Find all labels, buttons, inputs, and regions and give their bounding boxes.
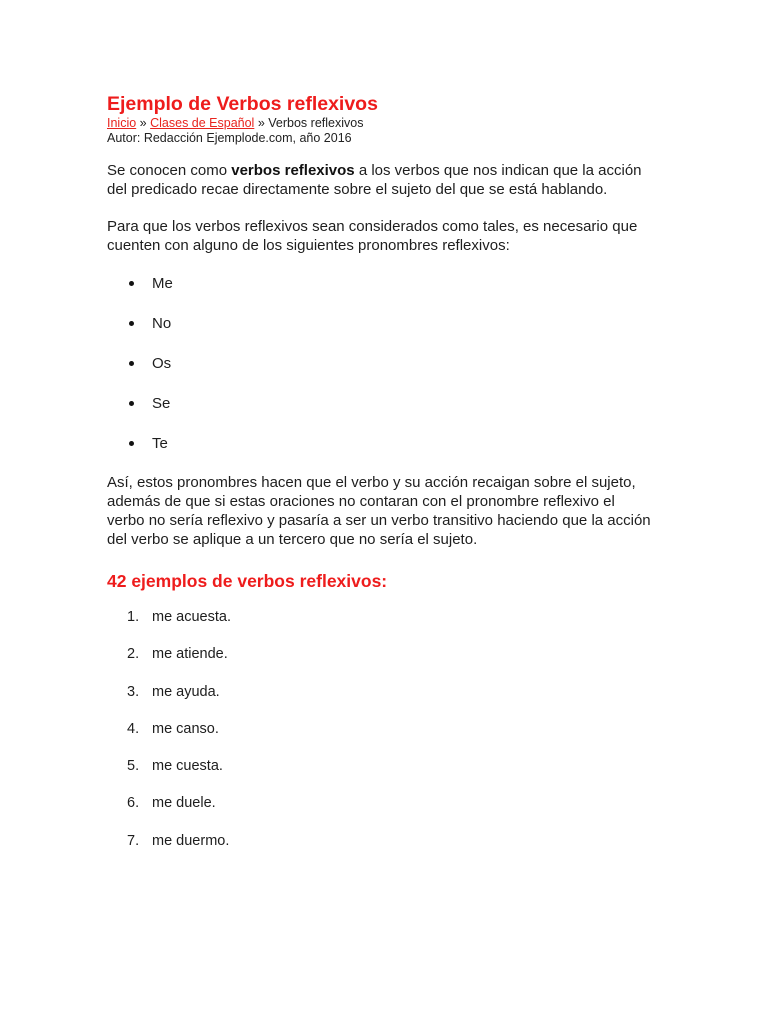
requirements-paragraph: Para que los verbos reflexivos sean considerados como tales, es necesario que cuenten con alguno de los siguientes pronombres reflexivos: (107, 218, 638, 254)
list-item (107, 683, 652, 701)
breadcrumb-separator: » (139, 116, 147, 130)
example-text: me acuesta. (152, 609, 231, 625)
list-item (107, 832, 652, 850)
example-text: me duermo. (152, 832, 230, 849)
list-item (107, 394, 652, 413)
example-text: me cuesta. (152, 758, 223, 775)
list-item (107, 757, 652, 775)
article (107, 92, 652, 869)
pronoun-label: No (152, 315, 172, 332)
examples-heading: 42 ejemplos de verbos reflexivos: (107, 571, 388, 591)
breadcrumb-current: Verbos reflexivos (268, 116, 364, 130)
explanation-paragraph: Así, estos pronombres hacen que el verbo y su acción recaigan sobre el sujeto, además de que si estas oraciones no contaran con el pronombre reflexivo el verbo no sería reflexivo y pasaría a ser un verbo transitivo haciendo que la acción del verbo se aplique a un tercero que no sería el sujeto. (107, 474, 651, 548)
examples-list (107, 608, 652, 850)
list-number: 6. (127, 795, 140, 812)
list-item (107, 434, 652, 453)
list-number: 2. (127, 646, 140, 663)
intro-text-before: Se conocen como (107, 162, 232, 179)
list-number: 3. (127, 683, 140, 700)
bullet-icon (129, 401, 134, 406)
pronoun-label: Os (152, 355, 172, 372)
pronoun-label: Se (152, 395, 171, 412)
breadcrumb (107, 116, 652, 131)
bullet-icon (129, 321, 134, 326)
bullet-icon (129, 441, 134, 446)
intro-text-after: a los verbos que nos indican que la acción del predicado recae directamente sobre el sujeto del que se está hablando. (107, 162, 642, 198)
list-number: 7. (127, 832, 140, 849)
breadcrumb-link-home[interactable]: Inicio (107, 116, 137, 130)
list-item (107, 645, 652, 663)
list-number: 5. (127, 758, 140, 775)
example-text: me atiende. (152, 646, 228, 663)
example-text: me canso. (152, 720, 219, 737)
page-title: Ejemplo de Verbos reflexivos (107, 93, 378, 115)
list-item (107, 274, 652, 293)
author-line: Autor: Redacción Ejemplode.com, año 2016 (107, 131, 352, 145)
breadcrumb-link-category[interactable]: Clases de Español (150, 116, 255, 130)
pronoun-label: Te (152, 435, 168, 452)
list-item (107, 354, 652, 373)
bullet-icon (129, 281, 134, 286)
example-text: me ayuda. (152, 683, 220, 700)
list-item (107, 314, 652, 333)
list-item (107, 794, 652, 812)
pronoun-label: Me (152, 275, 173, 292)
list-item (107, 608, 652, 626)
pronoun-list (107, 274, 652, 453)
breadcrumb-separator: » (257, 116, 265, 130)
intro-paragraph (107, 161, 652, 199)
list-number: 4. (127, 720, 140, 737)
list-number: 1. (127, 609, 140, 625)
example-text: me duele. (152, 795, 216, 812)
bullet-icon (129, 361, 134, 366)
list-item (107, 720, 652, 738)
intro-bold-term: verbos reflexivos (231, 162, 355, 179)
